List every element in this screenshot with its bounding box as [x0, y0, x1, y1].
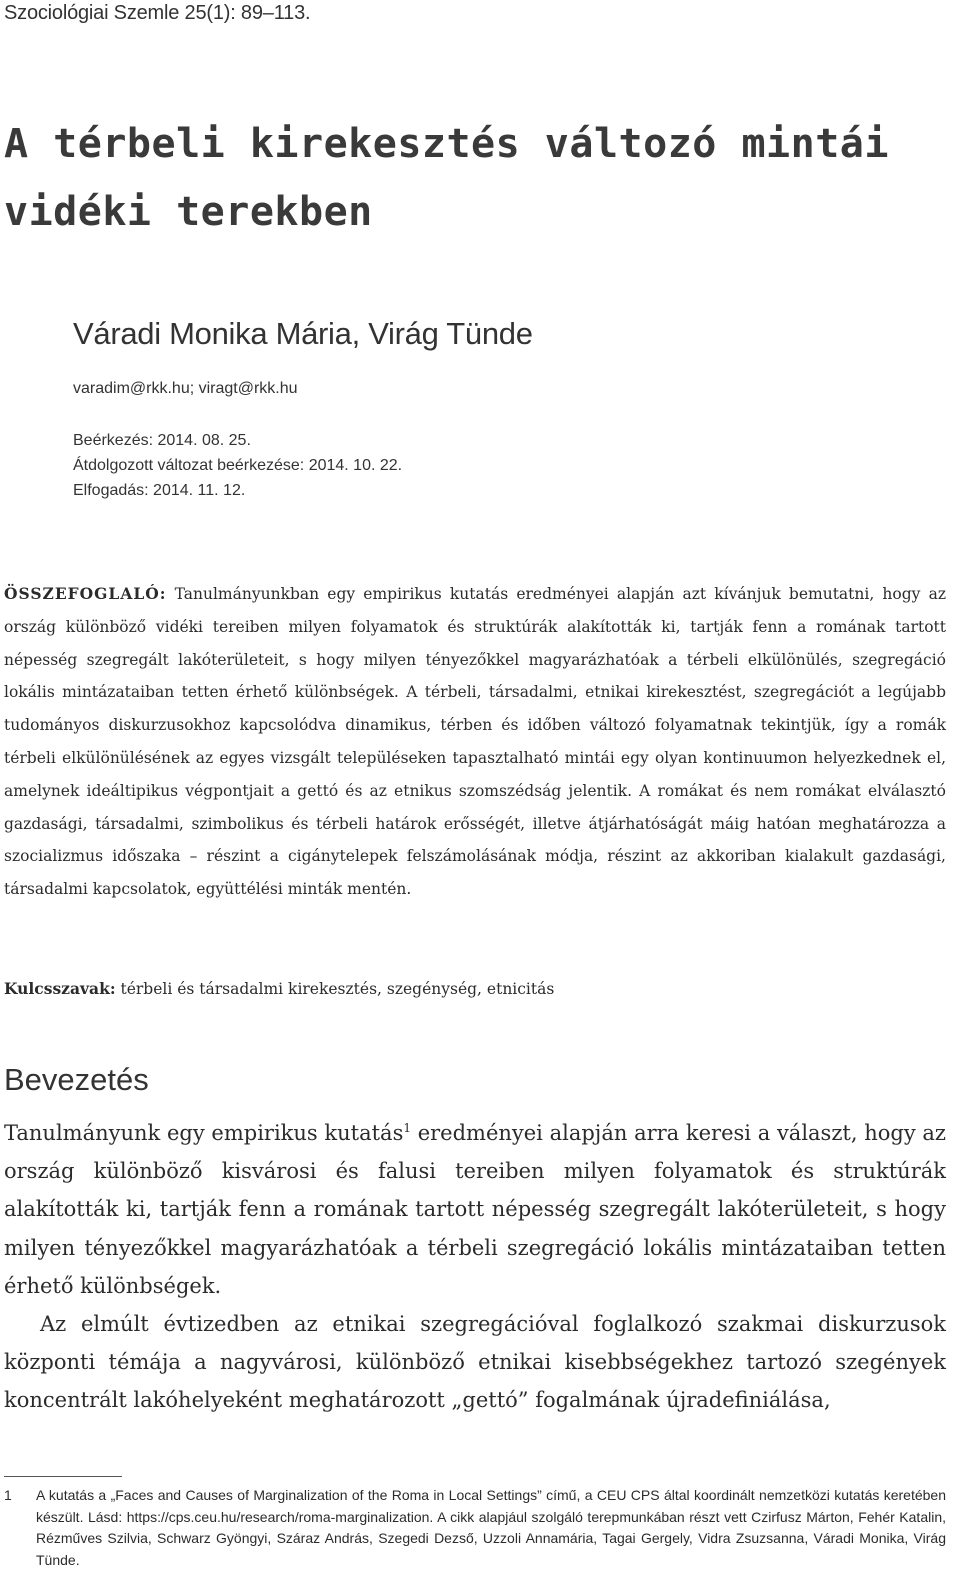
- abstract-text: Tanulmányunkban egy empirikus kutatás eredményei alapján azt kívánjuk bemutatni, hogy az ország különböző vidéki tereiben milyen folyamatok és struktúrák alakították ki, tartják fenn a romának tartott népesség szegregált lakóterületeit, s hogy milyen tényezőkkel magyarázhatóak a térbeli elkülönülés, szegregáció lokális mintázataiban tetten érhető különbségek. A térbeli, társadalmi, etnikai kirekesztést, szegregációt a legújabb tudományos diskurzusokhoz kapcsolódva dinamikus, térben és időben változó folyamatnak tekintjük, így a romák térbeli elkülönülésének az egyes vizsgált településeken tapasztalható mintái egy olyan kontinuumon helyezkednek el, amelynek ideáltipikus végpontjait a gettó és az etnikus szomszédság jelentik. A romákat és nem romákat elválasztó gazdasági, társadalmi, szimbolikus és térbeli határok erősségét, illetve átjárhatóságát máig hatóan meghatározza a szocializmus időszaka – részint a cigánytelepek felszámolásának módja, részint az akkoriban kialakult gazdasági, társadalmi kapcsolatok, együttélési minták mentén.: [4, 585, 946, 899]
- paragraph-text: eredményei alapján arra keresi a választ, hogy az ország különböző kisvárosi és falusi tereiben milyen folyamatok és struktúrák alakították ki, tartják fenn a romának tartott népesség szegregált lakóterületeit, s hogy milyen tényezőkkel magyarázhatóak a térbeli szegregáció lokális mintázataiban tetten érhető különbségek.: [4, 1121, 946, 1298]
- paragraph-text: Tanulmányunk egy empirikus kutatás: [4, 1121, 404, 1145]
- author-emails: varadim@rkk.hu; viragt@rkk.hu: [73, 380, 298, 397]
- abstract: [4, 578, 946, 906]
- paragraph: [4, 1114, 946, 1305]
- footnote-text: A kutatás a „Faces and Causes of Marginalization of the Roma in Local Settings” című, a CEU CPS által koordinált nemzetközi kutatás keretében készült. Lásd: https://cps.ceu.hu/research/roma-marginalization. A cikk alapjául szolgáló terepmunkában részt vett Czirfusz Márton, Fehér Katalin, Rézműves Szilvia, Schwarz Gyöngyi, Száraz András, Szegedi Dezső, Uzzoli Annamária, Tagai Gergely, Vidra Zsuzsanna, Váradi Monika, Virág Tünde.: [36, 1487, 946, 1568]
- abstract-label: ÖSSZEFOGLALÓ:: [4, 584, 167, 603]
- footnote-reference[interactable]: 1: [403, 1121, 411, 1135]
- paragraph: Az elmúlt évtizedben az etnikai szegregációval foglalkozó szakmai diskurzusok központi témája a nagyvárosi, különböző etnikai kisebbségekhez tartozó szegények koncentrált lakóhelyeként meghatározott „gettó” fogalmának újradefiniálása,: [4, 1312, 946, 1413]
- keywords: [4, 973, 946, 1005]
- footnote-number: 1: [4, 1487, 12, 1503]
- submission-dates: [73, 428, 402, 503]
- keywords-label: Kulcsszavak:: [4, 979, 116, 998]
- footnote: [4, 1485, 946, 1571]
- section-heading: Bevezetés: [4, 1062, 149, 1097]
- accepted-date: Elfogadás: 2014. 11. 12.: [73, 482, 246, 499]
- article-title: A térbeli kirekesztés változó mintái vidéki terekben: [4, 121, 889, 235]
- footnote-divider: [4, 1476, 122, 1477]
- author-names: Váradi Monika Mária, Virág Tünde: [73, 316, 533, 351]
- journal-reference: Szociológiai Szemle 25(1): 89–113.: [4, 2, 311, 24]
- body-text: [4, 1114, 946, 1420]
- keywords-text: térbeli és társadalmi kirekesztés, szegénység, etnicitás: [115, 980, 555, 998]
- revised-date: Átdolgozott változat beérkezése: 2014. 10. 22.: [73, 457, 403, 474]
- received-date: Beérkezés: 2014. 08. 25.: [73, 432, 251, 449]
